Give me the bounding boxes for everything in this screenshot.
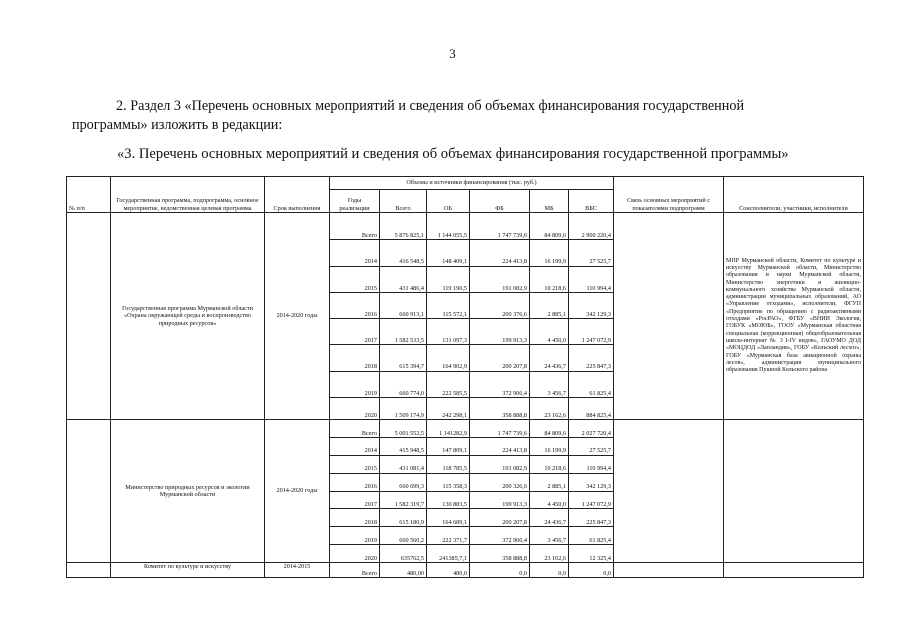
ob-cell: 115 572,1	[427, 292, 470, 318]
year-cell: 2016	[330, 292, 380, 318]
total-cell: 660 560,2	[380, 527, 427, 545]
mb-cell: 3 456,7	[530, 371, 569, 397]
mb-cell: 2 885,1	[530, 292, 569, 318]
mb-cell: 3 456,7	[530, 527, 569, 545]
program-name-cell: Министерство природных ресурсов и экологии Мурманской области	[111, 420, 265, 563]
vbs-cell: 27 525,7	[569, 240, 614, 266]
year-cell: 2017	[330, 491, 380, 509]
total-cell: 660 774,0	[380, 371, 427, 397]
total-cell: 431 486,4	[380, 266, 427, 292]
col-header-funding: Объемы и источники финансирования (тыс. руб.)	[330, 177, 614, 190]
year-cell: 2015	[330, 266, 380, 292]
row-number-cell	[67, 420, 111, 563]
total-cell: 416 548,5	[380, 240, 427, 266]
link-cell	[614, 563, 724, 578]
col-header-fb: ФБ	[470, 190, 530, 213]
col-header-num: № п/п	[67, 177, 111, 213]
total-cell: 635762,5	[380, 545, 427, 563]
year-cell: 2018	[330, 509, 380, 527]
link-cell	[614, 213, 724, 420]
program-name-cell: Комитет по культуре и искусству	[111, 563, 265, 578]
mb-cell: 24 436,7	[530, 509, 569, 527]
year-cell: 2017	[330, 319, 380, 345]
section-heading: «3. Перечень основных мероприятий и сведения об объемах финансирования государственной программы»	[117, 146, 789, 162]
fb-cell: 0,0	[470, 563, 530, 578]
fb-cell: 200 326,6	[470, 473, 530, 491]
total-cell: 5 876 825,1	[380, 213, 427, 240]
ob-cell: 222 585,5	[427, 371, 470, 397]
fb-cell: 191 082,9	[470, 266, 530, 292]
vbs-cell: 2 027 720,4	[569, 420, 614, 438]
fb-cell: 1 747 739,6	[470, 420, 530, 438]
total-cell: 1 582 533,5	[380, 319, 427, 345]
ob-cell: 119 190,5	[427, 266, 470, 292]
vbs-cell: 61 825,4	[569, 371, 614, 397]
table-row	[67, 213, 864, 240]
ob-cell: 130 883,5	[427, 491, 470, 509]
mb-cell: 4 450,0	[530, 491, 569, 509]
col-header-partners: Соисполнители, участники, исполнители	[724, 177, 864, 213]
ob-cell: 1 141282,9	[427, 420, 470, 438]
col-header-total: Всего	[380, 190, 427, 213]
col-header-vbs: ВБС	[569, 190, 614, 213]
vbs-cell: 225 847,3	[569, 345, 614, 371]
vbs-cell: 225 847,3	[569, 509, 614, 527]
fb-cell: 199 913,3	[470, 319, 530, 345]
fb-cell: 200 207,8	[470, 509, 530, 527]
vbs-cell: 27 525,7	[569, 437, 614, 455]
mb-cell: 16 199,9	[530, 240, 569, 266]
program-name-cell: Государственная программа Мурманской области «Охрана окружающей среды и воспроизводство природных ресурсов»	[111, 213, 265, 420]
mb-cell: 4 450,0	[530, 319, 569, 345]
partners-cell	[724, 563, 864, 578]
mb-cell: 0,0	[530, 563, 569, 578]
total-cell: 615 180,9	[380, 509, 427, 527]
fb-cell: 1 747 739,6	[470, 213, 530, 240]
year-cell: 2019	[330, 527, 380, 545]
fb-cell: 191 082,9	[470, 455, 530, 473]
total-cell: 480,00	[380, 563, 427, 578]
vbs-cell: 884 825,4	[569, 398, 614, 420]
mb-cell: 23 162,6	[530, 398, 569, 420]
row-number-cell	[67, 213, 111, 420]
vbs-cell: 1 247 072,9	[569, 319, 614, 345]
mb-cell: 24 436,7	[530, 345, 569, 371]
col-header-years: Годы реализации	[330, 190, 380, 213]
mb-cell: 2 885,1	[530, 473, 569, 491]
mb-cell: 84 809,6	[530, 420, 569, 438]
mb-cell: 10 218,6	[530, 266, 569, 292]
table-row	[67, 420, 864, 438]
ob-cell: 241385,7,1	[427, 545, 470, 563]
fb-cell: 224 413,8	[470, 240, 530, 266]
mb-cell: 10 218,6	[530, 455, 569, 473]
link-cell	[614, 420, 724, 563]
fb-cell: 372 906,4	[470, 371, 530, 397]
row-number-cell	[67, 563, 111, 578]
year-cell: 2019	[330, 371, 380, 397]
partners-cell	[724, 420, 864, 563]
ob-cell: 1 144 055,5	[427, 213, 470, 240]
fb-cell: 200 376,6	[470, 292, 530, 318]
ob-cell: 147 809,1	[427, 437, 470, 455]
mb-cell: 23 162,6	[530, 545, 569, 563]
program-term-cell: 2014-2020 годы	[265, 420, 330, 563]
vbs-cell: 0,0	[569, 563, 614, 578]
ob-cell: 164 902,9	[427, 345, 470, 371]
col-header-term: Срок выполнения	[265, 177, 330, 213]
year-cell: Всего	[330, 213, 380, 240]
ob-cell: 148 409,1	[427, 240, 470, 266]
year-cell: 2014	[330, 240, 380, 266]
vbs-cell: 342 129,3	[569, 292, 614, 318]
ob-cell: 131 097,3	[427, 319, 470, 345]
year-cell: Всего	[330, 420, 380, 438]
program-term-cell: 2014-2015	[265, 563, 330, 578]
fb-cell: 372 906,4	[470, 527, 530, 545]
ob-cell: 118 785,5	[427, 455, 470, 473]
vbs-cell: 61 825,4	[569, 527, 614, 545]
year-cell: 2015	[330, 455, 380, 473]
total-cell: 415 948,5	[380, 437, 427, 455]
table-row	[67, 563, 864, 578]
year-cell: 2014	[330, 437, 380, 455]
fb-cell: 200 207,8	[470, 345, 530, 371]
col-header-program: Государственная программа, подпрограмма, основное мероприятие, ведомственная целевая программа	[111, 177, 265, 213]
year-cell: 2020	[330, 545, 380, 563]
total-cell: 5 001 552,5	[380, 420, 427, 438]
col-header-link: Связь основных мероприятий с показателями подпрограмм	[614, 177, 724, 213]
total-cell: 1 509 174,9	[380, 398, 427, 420]
year-cell: Всего	[330, 563, 380, 578]
vbs-cell: 2 900 220,4	[569, 213, 614, 240]
total-cell: 615 394,7	[380, 345, 427, 371]
vbs-cell: 110 994,4	[569, 455, 614, 473]
program-term-cell: 2014-2020 годы	[265, 213, 330, 420]
ob-cell: 164 689,1	[427, 509, 470, 527]
total-cell: 660 913,1	[380, 292, 427, 318]
ob-cell: 242 298,1	[427, 398, 470, 420]
year-cell: 2016	[330, 473, 380, 491]
total-cell: 431 081,4	[380, 455, 427, 473]
vbs-cell: 12 325,4	[569, 545, 614, 563]
funding-table	[66, 176, 864, 578]
total-cell: 1 582 319,7	[380, 491, 427, 509]
fb-cell: 224 413,8	[470, 437, 530, 455]
vbs-cell: 342 129,3	[569, 473, 614, 491]
fb-cell: 358 888,8	[470, 398, 530, 420]
fb-cell: 358 888,8	[470, 545, 530, 563]
year-cell: 2020	[330, 398, 380, 420]
amendment-paragraph-line-1: 2. Раздел 3 «Перечень основных мероприятий и сведения об объемах финансирования государственной	[116, 98, 745, 114]
page-number: 3	[449, 46, 456, 61]
ob-cell: 480,0	[427, 563, 470, 578]
ob-cell: 222 371,7	[427, 527, 470, 545]
mb-cell: 16 199,9	[530, 437, 569, 455]
col-header-ob: ОБ	[427, 190, 470, 213]
total-cell: 660 699,3	[380, 473, 427, 491]
mb-cell: 84 809,6	[530, 213, 569, 240]
partners-cell: МПР Мурманской области, Комитет по культуре и искусству Мурманской области, Министерство образования и науки Мурманской области, Министерство энергетики и жилищно-коммунального хозяйства Мурманской области, администрации муниципальных образований, АО «Управление отходами», исполнители, ФГУП «Предприятие по обращению с радиоактивными отходами «РосРАО», ФГБУ «ВНИИ Экология, ГОБУК «МОЮБ», ГООУ «Мурманская областная специальная (коррекционная) общеобразовательная школа-интернат № 3 I-IV видов», ГАОУМО ДОД «МОЦДОД «Лапландия», ГОБУ «Кольский лесхоз», ГОБУ «Мурманская база авиационной охраны лесов», администрация муниципального образования Пушной Кольского района	[724, 213, 864, 420]
vbs-cell: 110 994,4	[569, 266, 614, 292]
fb-cell: 199 913,3	[470, 491, 530, 509]
vbs-cell: 1 247 072,9	[569, 491, 614, 509]
amendment-paragraph-line-2: программы» изложить в редакции:	[72, 117, 283, 133]
col-header-mb: МБ	[530, 190, 569, 213]
ob-cell: 115 358,3	[427, 473, 470, 491]
year-cell: 2018	[330, 345, 380, 371]
